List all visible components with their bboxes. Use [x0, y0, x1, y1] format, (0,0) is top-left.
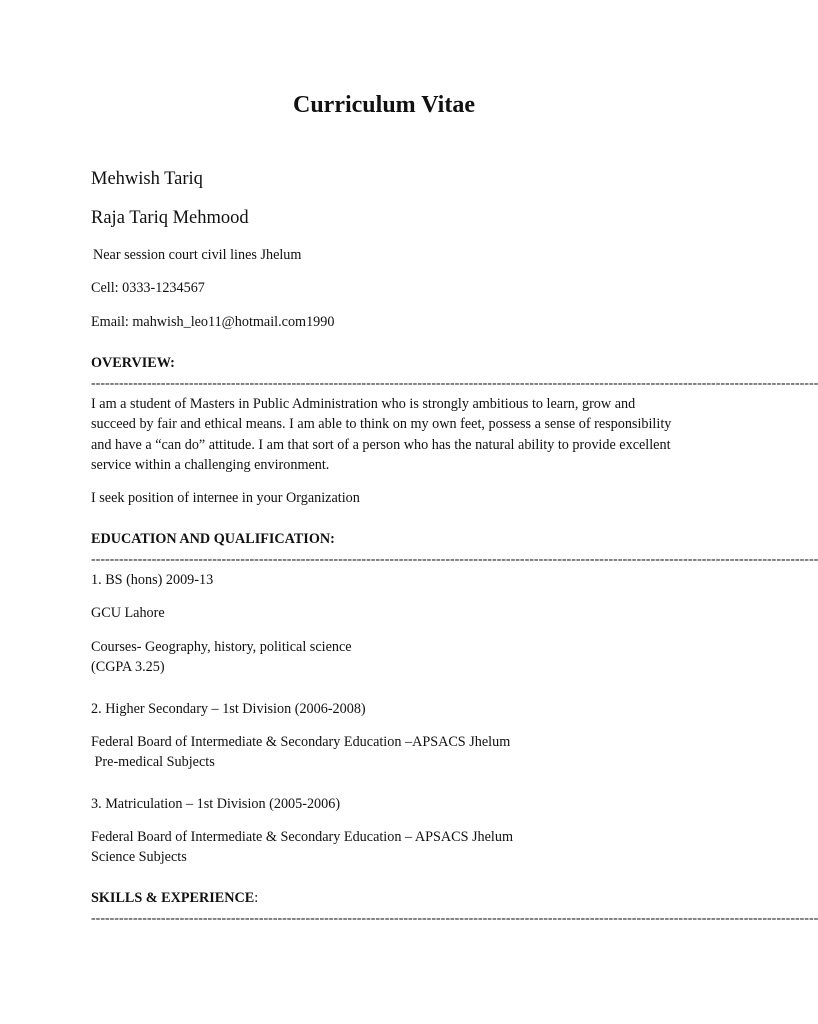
education-item-board: Federal Board of Intermediate & Secondary Education –APSACS Jhelum — [91, 734, 511, 750]
section-divider: ------------------------------------------------------------------------------------------------------------------------------------------------------------ — [91, 911, 818, 926]
education-item-subjects: Pre-medical Subjects — [91, 754, 215, 770]
skills-heading — [91, 888, 258, 908]
overview-heading: OVERVIEW: — [91, 355, 175, 371]
education-item-title: 3. Matriculation – 1st Division (2005-2006) — [91, 796, 341, 812]
education-item-title: 2. Higher Secondary – 1st Division (2006-2008) — [91, 701, 366, 717]
education-item-cgpa: (CGPA 3.25) — [91, 659, 165, 675]
address: Near session court civil lines Jhelum — [93, 247, 302, 263]
document-title: Curriculum Vitae — [293, 92, 475, 118]
father-name: Raja Tariq Mehmood — [91, 208, 249, 228]
applicant-name: Mehwish Tariq — [91, 169, 203, 189]
email: Email: mahwish_leo11@hotmail.com1990 — [91, 314, 335, 330]
objective-text: I seek position of internee in your Organization — [91, 490, 360, 506]
education-item-subjects: Science Subjects — [91, 849, 187, 865]
education-item-courses: Courses- Geography, history, political science — [91, 639, 352, 655]
skills-heading-text: SKILLS & EXPERIENCE — [91, 890, 255, 906]
section-divider: ------------------------------------------------------------------------------------------------------------------------------------------------------------ — [91, 552, 818, 567]
overview-paragraph: I am a student of Masters in Public Administration who is strongly ambitious to learn, grow and succeed by fair and ethical means. I am able to think on my own feet, possess a sense of responsibility and have a “can do” attitude. I am that sort of a person who has the natural ability to provide excellent service within a challenging environment. — [91, 396, 672, 473]
education-item-school: GCU Lahore — [91, 605, 165, 621]
education-item-board: Federal Board of Intermediate & Secondary Education – APSACS Jhelum — [91, 829, 513, 845]
skills-heading-colon: : — [254, 890, 259, 906]
education-heading: EDUCATION AND QUALIFICATION: — [91, 531, 335, 547]
education-item-title: 1. BS (hons) 2009-13 — [91, 572, 214, 588]
cell-number: Cell: 0333-1234567 — [91, 280, 205, 296]
section-divider: ------------------------------------------------------------------------------------------------------------------------------------------------------------ — [91, 376, 818, 391]
